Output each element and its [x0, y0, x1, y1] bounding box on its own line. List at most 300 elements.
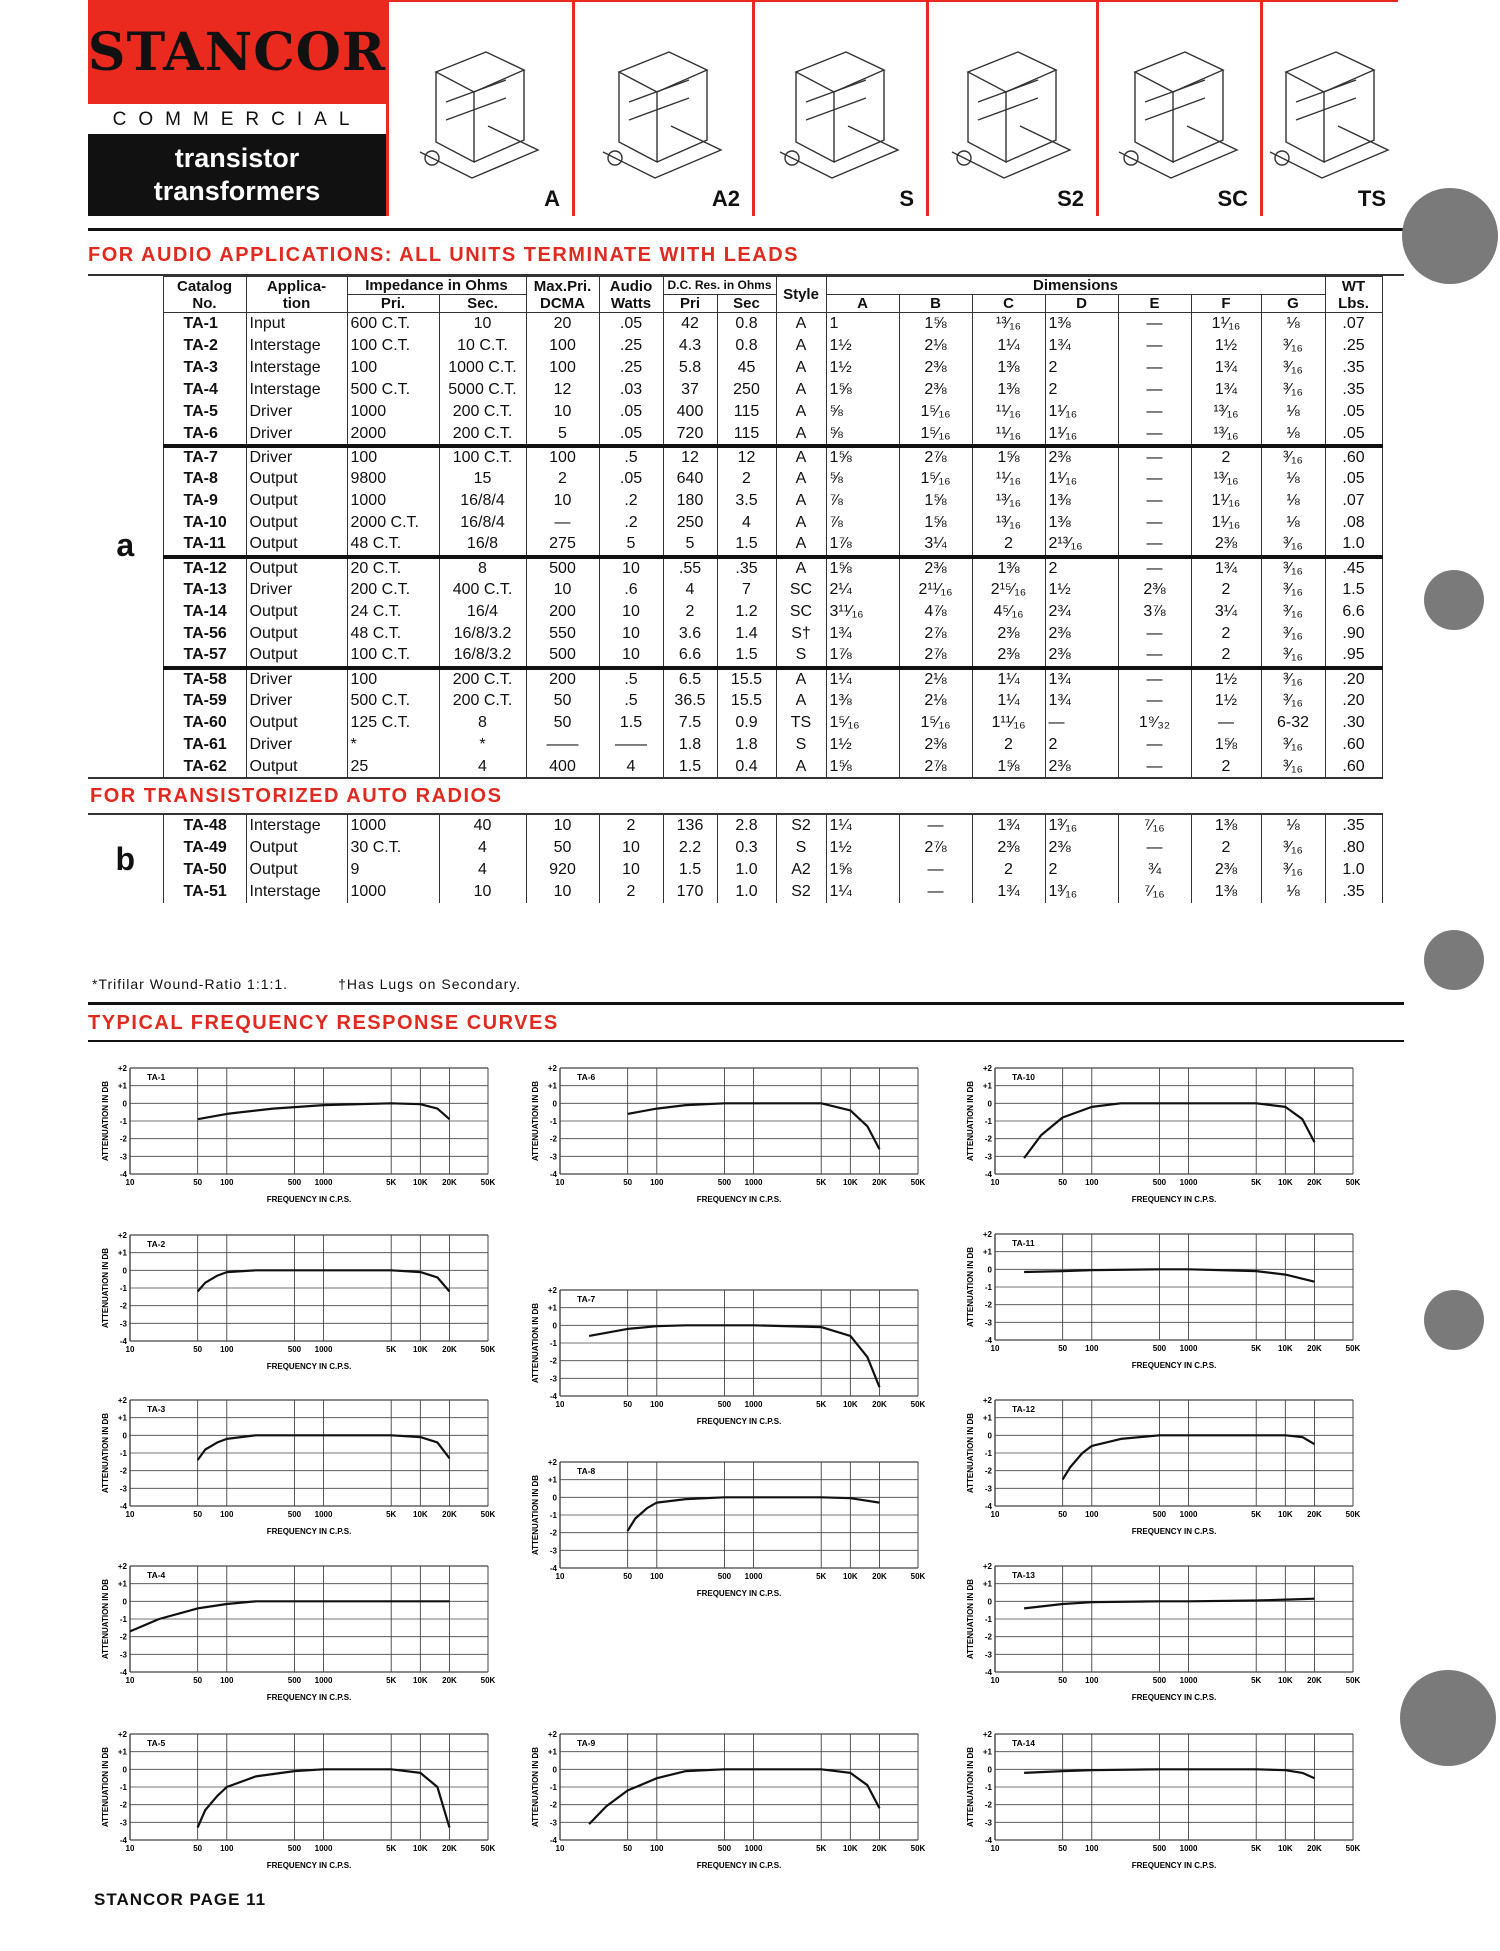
y-tick-label: +2 [547, 1286, 557, 1295]
x-tick-label: 500 [287, 1844, 302, 1853]
table-row [88, 313, 1382, 335]
y-tick-label: -3 [549, 1818, 557, 1828]
table-cell: 20 C.T. [347, 557, 439, 579]
table-cell: 1¹⁄₁₆ [1191, 313, 1261, 335]
x-tick-label: 5K [386, 1676, 397, 1685]
x-tick-label: 1000 [314, 1676, 333, 1685]
table-cell: 2⅜ [1045, 756, 1118, 778]
y-tick-label: -1 [984, 1615, 992, 1624]
mounting-style-3 [926, 2, 1096, 216]
y-tick-label: +2 [547, 1458, 557, 1467]
y-tick-label: 0 [552, 1099, 557, 1109]
x-tick-label: 5K [386, 1844, 397, 1853]
y-tick-label: -1 [119, 1615, 127, 1624]
dc-pri-header: Pri [663, 295, 717, 313]
catalog-number-cell: TA-56 [163, 623, 246, 645]
table-cell: .90 [1325, 623, 1382, 645]
table-cell: — [1118, 401, 1191, 423]
chart-title: TA-3 [147, 1403, 166, 1414]
y-tick-label: 0 [987, 1099, 992, 1109]
x-tick-label: 1000 [1179, 1344, 1198, 1353]
x-tick-label: 1000 [314, 1510, 333, 1519]
table-cell: 2⅜ [1191, 859, 1261, 881]
y-tick-label: -3 [119, 1818, 127, 1828]
table-cell: 15.5 [717, 690, 776, 712]
table-cell: SC [776, 601, 826, 623]
table-cell: — [1118, 734, 1191, 756]
x-tick-label: 1000 [1179, 1676, 1198, 1685]
style-code-label: A [544, 186, 560, 211]
catalog-number-cell: TA-2 [163, 335, 246, 357]
table-row [88, 534, 1382, 556]
y-tick-label: -4 [984, 1836, 992, 1845]
frequency-response-chart [520, 1058, 932, 1208]
table-cell: 100 C.T. [347, 335, 439, 357]
table-cell: .20 [1325, 668, 1382, 690]
x-tick-label: 100 [1085, 1510, 1099, 1519]
table-cell: 250 [717, 379, 776, 401]
table-cell: 1.0 [717, 859, 776, 881]
catalog-number-cell: TA-3 [163, 357, 246, 379]
table-cell: 16/8/3.2 [439, 623, 526, 645]
catalog-number-cell: TA-8 [163, 468, 246, 490]
x-tick-label: 1000 [314, 1178, 333, 1187]
x-tick-label: 20K [872, 1844, 887, 1853]
y-axis-label: ATTENUATION IN DB [966, 1246, 975, 1328]
y-tick-label: -1 [119, 1783, 127, 1792]
table-cell: 1.8 [663, 734, 717, 756]
response-curve [1024, 1599, 1314, 1609]
table-cell: 125 C.T. [347, 712, 439, 734]
y-tick-label: +1 [982, 1081, 992, 1091]
table-cell: 200 C.T. [439, 401, 526, 423]
y-tick-label: -4 [984, 1170, 992, 1179]
table-cell: .2 [599, 490, 663, 512]
table-cell: — [1118, 534, 1191, 556]
y-tick-label: 0 [552, 1765, 557, 1775]
chart-title: TA-5 [147, 1737, 166, 1748]
table-cell: 1⁵⁄₁₆ [899, 468, 972, 490]
x-tick-label: 10 [555, 1844, 565, 1853]
catalog-number-cell: TA-51 [163, 881, 246, 903]
table-cell: Interstage [246, 335, 347, 357]
table-cell: .25 [599, 335, 663, 357]
frequency-response-chart [90, 1390, 502, 1540]
table-cell: ⅛ [1261, 881, 1325, 903]
table-cell: .05 [1325, 401, 1382, 423]
catalog-header: Catalog No. [163, 277, 246, 313]
x-tick-label: 100 [650, 1178, 664, 1187]
table-row [88, 756, 1382, 778]
table-cell: 2⅜ [899, 379, 972, 401]
x-tick-label: 5K [1251, 1510, 1262, 1519]
x-tick-label: 50K [480, 1510, 496, 1519]
x-axis-label: FREQUENCY IN C.P.S. [696, 1195, 782, 1204]
x-tick-label: 500 [1152, 1510, 1167, 1519]
table-cell: 4.3 [663, 335, 717, 357]
x-tick-label: 1000 [1179, 1844, 1198, 1853]
mounting-style-0 [386, 2, 572, 216]
table-cell: — [1118, 468, 1191, 490]
table-cell: .35 [1325, 357, 1382, 379]
table-cell: 1½ [1191, 690, 1261, 712]
x-tick-label: 500 [1152, 1844, 1167, 1853]
x-tick-label: 20K [1307, 1676, 1322, 1685]
table-cell: 1¾ [972, 814, 1045, 836]
table-cell: 10 [439, 881, 526, 903]
y-tick-label: 0 [552, 1493, 557, 1503]
table-cell: .08 [1325, 512, 1382, 534]
table-cell: 400 [526, 756, 599, 778]
y-tick-label: -3 [984, 1318, 992, 1328]
stancor-logo [88, 0, 386, 104]
table-cell: .6 [599, 579, 663, 601]
table-cell: 1⁵⁄₁₆ [899, 401, 972, 423]
y-axis-label: ATTENUATION IN DB [966, 1746, 975, 1828]
x-tick-label: 100 [650, 1400, 664, 1409]
table-cell: 2 [663, 601, 717, 623]
table-row [88, 601, 1382, 623]
table-cell: 1½ [1045, 579, 1118, 601]
catalog-number-cell: TA-13 [163, 579, 246, 601]
table-cell: 0.8 [717, 335, 776, 357]
y-axis-label: ATTENUATION IN DB [966, 1412, 975, 1494]
table-cell: .95 [1325, 645, 1382, 667]
table-cell: 2 [972, 734, 1045, 756]
catalog-number-cell: TA-1 [163, 313, 246, 335]
y-tick-label: -1 [549, 1783, 557, 1792]
table-cell: 2⅞ [899, 623, 972, 645]
table-cell: 2⅞ [899, 837, 972, 859]
table-notes [92, 976, 521, 992]
y-axis-label: ATTENUATION IN DB [101, 1412, 110, 1494]
table-cell: Output [246, 490, 347, 512]
table-cell: Output [246, 512, 347, 534]
table-cell: Output [246, 712, 347, 734]
x-tick-label: 5K [386, 1345, 397, 1354]
table-cell: SC [776, 579, 826, 601]
table-cell: A [776, 512, 826, 534]
y-tick-label: +1 [117, 1413, 127, 1423]
table-cell: 400 C.T. [439, 579, 526, 601]
table-cell: 10 [599, 859, 663, 881]
table-cell: 6.6 [663, 645, 717, 667]
table-cell: ⅛ [1261, 490, 1325, 512]
table-cell: 1000 [347, 401, 439, 423]
table-cell: 4 [663, 579, 717, 601]
table-cell: 2 [1045, 557, 1118, 579]
specifications-table [88, 274, 1404, 903]
x-tick-label: 10 [555, 1178, 565, 1187]
x-tick-label: 50 [193, 1844, 203, 1853]
x-tick-label: 100 [650, 1572, 664, 1581]
table-cell: 5.8 [663, 357, 717, 379]
table-cell: A [776, 313, 826, 335]
x-tick-label: 10 [125, 1510, 135, 1519]
table-cell: 45 [717, 357, 776, 379]
table-cell: .05 [599, 468, 663, 490]
table-cell: 2⅜ [1191, 534, 1261, 556]
curves-section-title: TYPICAL FREQUENCY RESPONSE CURVES [88, 1012, 559, 1034]
table-cell: 40 [439, 814, 526, 836]
catalog-number-cell: TA-11 [163, 534, 246, 556]
table-cell: —— [599, 734, 663, 756]
table-cell: 2 [1191, 623, 1261, 645]
y-tick-label: +2 [117, 1562, 127, 1571]
y-tick-label: -2 [119, 1134, 127, 1144]
product-line-2: transformers [153, 176, 321, 206]
x-tick-label: 5K [386, 1510, 397, 1519]
x-tick-label: 500 [717, 1572, 732, 1581]
y-axis-label: ATTENUATION IN DB [531, 1746, 540, 1828]
table-cell: 8 [439, 557, 526, 579]
x-tick-label: 20K [872, 1572, 887, 1581]
table-cell: — [1118, 379, 1191, 401]
style-code-label: S2 [1057, 186, 1084, 211]
y-tick-label: -3 [119, 1152, 127, 1162]
curves-divider [88, 1002, 1404, 1005]
table-cell: 400 [663, 401, 717, 423]
x-tick-label: 10 [990, 1676, 1000, 1685]
chart-title: TA-2 [147, 1238, 166, 1249]
x-tick-label: 500 [287, 1345, 302, 1354]
y-tick-label: -4 [119, 1337, 127, 1346]
table-cell: — [1045, 712, 1118, 734]
table-cell: Output [246, 756, 347, 778]
table-cell: 200 [526, 668, 599, 690]
y-tick-label: -4 [984, 1336, 992, 1345]
table-cell: 1.5 [1325, 579, 1382, 601]
y-axis-label: ATTENUATION IN DB [101, 1746, 110, 1828]
table-cell: 1⅝ [899, 313, 972, 335]
table-cell: 1⅝ [826, 557, 899, 579]
table-cell: 1¹¹⁄₁₆ [972, 712, 1045, 734]
x-tick-label: 500 [1152, 1178, 1167, 1187]
y-tick-label: -4 [549, 1170, 557, 1179]
table-cell: 3.5 [717, 490, 776, 512]
brand-name: STANCOR [87, 21, 387, 83]
table-cell: ⅛ [1261, 423, 1325, 445]
table-cell: ¹¹⁄₁₆ [972, 468, 1045, 490]
table-cell: 500 C.T. [347, 379, 439, 401]
table-cell: 1⅝ [826, 446, 899, 468]
table-cell: Output [246, 557, 347, 579]
x-tick-label: 100 [1085, 1676, 1099, 1685]
x-tick-label: 500 [287, 1178, 302, 1187]
table-cell: 920 [526, 859, 599, 881]
y-tick-label: -4 [119, 1836, 127, 1845]
table-cell: 2¹⁵⁄₁₆ [972, 579, 1045, 601]
y-tick-label: -4 [549, 1392, 557, 1401]
table-cell: 36.5 [663, 690, 717, 712]
table-cell: 0.4 [717, 756, 776, 778]
y-tick-label: -2 [549, 1528, 557, 1538]
table-cell: 1.4 [717, 623, 776, 645]
y-tick-label: +2 [982, 1064, 992, 1073]
y-tick-label: -3 [549, 1546, 557, 1556]
table-cell: —— [526, 734, 599, 756]
table-cell: 1⅞ [826, 645, 899, 667]
table-cell: 10 [439, 313, 526, 335]
table-cell: ¹³⁄₁₆ [972, 313, 1045, 335]
table-cell: ¾ [1118, 859, 1191, 881]
table-cell: 1¹⁄₁₆ [1191, 490, 1261, 512]
table-cell: ¹³⁄₁₆ [972, 512, 1045, 534]
group-label: a [88, 313, 163, 779]
table-cell: .30 [1325, 712, 1382, 734]
mounting-styles-strip [386, 0, 1398, 216]
y-tick-label: +1 [117, 1579, 127, 1589]
x-tick-label: 50 [623, 1400, 633, 1409]
table-cell: 16/8/3.2 [439, 645, 526, 667]
table-cell: 2 [1191, 645, 1261, 667]
table-cell: 50 [526, 690, 599, 712]
table-cell: A [776, 490, 826, 512]
table-cell: 50 [526, 712, 599, 734]
table-cell: 2⅞ [899, 756, 972, 778]
x-tick-label: 100 [220, 1510, 234, 1519]
x-tick-label: 50 [1058, 1844, 1068, 1853]
response-curve [589, 1769, 879, 1824]
table-cell: A [776, 756, 826, 778]
table-cell: 180 [663, 490, 717, 512]
table-cell: 200 [526, 601, 599, 623]
table-cell: 10 [599, 837, 663, 859]
table-cell: 550 [526, 623, 599, 645]
table-cell: 4 [717, 512, 776, 534]
style-code-label: TS [1357, 186, 1386, 211]
y-tick-label: -2 [984, 1800, 992, 1810]
table-cell: ³⁄₁₆ [1261, 859, 1325, 881]
table-cell: A [776, 423, 826, 445]
x-tick-label: 10 [125, 1178, 135, 1187]
x-tick-label: 100 [220, 1676, 234, 1685]
x-tick-label: 500 [1152, 1344, 1167, 1353]
table-cell: 2 [1191, 756, 1261, 778]
table-cell: 12 [663, 446, 717, 468]
table-cell: 500 [526, 557, 599, 579]
x-tick-label: 50K [1345, 1676, 1361, 1685]
catalog-number-cell: TA-6 [163, 423, 246, 445]
table-cell: — [1118, 668, 1191, 690]
x-axis-label: FREQUENCY IN C.P.S. [1131, 1693, 1217, 1702]
table-cell: Output [246, 468, 347, 490]
table-cell: 3⅞ [1118, 601, 1191, 623]
table-cell: 6.5 [663, 668, 717, 690]
table-cell: 1⁹⁄₃₂ [1118, 712, 1191, 734]
table-cell: 4 [599, 756, 663, 778]
table-cell: 1000 C.T. [439, 357, 526, 379]
y-tick-label: +2 [982, 1730, 992, 1739]
y-tick-label: -1 [984, 1449, 992, 1458]
table-cell: 1.0 [1325, 534, 1382, 556]
x-tick-label: 10K [413, 1345, 428, 1354]
y-axis-label: ATTENUATION IN DB [101, 1578, 110, 1660]
table-cell: 1¾ [972, 881, 1045, 903]
table-cell: .25 [599, 357, 663, 379]
table-cell: Driver [246, 690, 347, 712]
y-tick-label: +2 [117, 1396, 127, 1405]
table-cell: — [1118, 357, 1191, 379]
table-cell: — [1118, 623, 1191, 645]
y-tick-label: -1 [119, 1284, 127, 1293]
x-tick-label: 5K [1251, 1676, 1262, 1685]
frequency-response-chart [520, 1280, 932, 1430]
table-cell: — [1118, 512, 1191, 534]
x-tick-label: 50 [193, 1178, 203, 1187]
table-cell: 200 C.T. [439, 690, 526, 712]
table-cell: 1000 [347, 490, 439, 512]
chart-title: TA-13 [1012, 1569, 1036, 1580]
table-cell: 720 [663, 423, 717, 445]
x-tick-label: 50K [480, 1345, 496, 1354]
table-cell: 1⅝ [899, 490, 972, 512]
catalog-number-cell: TA-5 [163, 401, 246, 423]
table-cell: 5 [663, 534, 717, 556]
table-cell: 15.5 [717, 668, 776, 690]
table-cell: Driver [246, 734, 347, 756]
x-tick-label: 10 [555, 1400, 565, 1409]
y-axis-label: ATTENUATION IN DB [531, 1080, 540, 1162]
x-tick-label: 10K [1278, 1676, 1293, 1685]
x-tick-label: 10K [413, 1510, 428, 1519]
frequency-response-charts [0, 1040, 1500, 1890]
table-cell: 10 [599, 645, 663, 667]
table-cell: ⅛ [1261, 468, 1325, 490]
binder-hole [1402, 188, 1498, 284]
catalog-number-cell: TA-48 [163, 814, 246, 836]
table-cell: 1¾ [1191, 557, 1261, 579]
table-cell: ⅝ [826, 401, 899, 423]
table-cell: ³⁄₁₆ [1261, 446, 1325, 468]
x-tick-label: 1000 [314, 1844, 333, 1853]
table-cell: .60 [1325, 734, 1382, 756]
table-cell: Interstage [246, 814, 347, 836]
table-cell: A [776, 534, 826, 556]
table-cell: 1.2 [717, 601, 776, 623]
x-tick-label: 1000 [744, 1400, 763, 1409]
catalog-number-cell: TA-7 [163, 446, 246, 468]
table-cell: 2 [1191, 446, 1261, 468]
table-cell: 100 C.T. [439, 446, 526, 468]
table-row [88, 690, 1382, 712]
table-cell: 5000 C.T. [439, 379, 526, 401]
table-cell: .5 [599, 446, 663, 468]
catalog-number-cell: TA-14 [163, 601, 246, 623]
table-cell: ³⁄₁₆ [1261, 645, 1325, 667]
table-cell: 1¾ [1045, 668, 1118, 690]
y-tick-label: -1 [119, 1117, 127, 1126]
table-row [88, 490, 1382, 512]
table-cell: 4 [439, 837, 526, 859]
table-row [88, 814, 1382, 836]
table-cell: 9800 [347, 468, 439, 490]
transformer-outline-drawing [1099, 2, 1263, 216]
chart-title: TA-1 [147, 1071, 166, 1082]
table-cell: 15 [439, 468, 526, 490]
table-cell: 4 [439, 756, 526, 778]
table-cell: .07 [1325, 313, 1382, 335]
table-cell: 2⅛ [899, 335, 972, 357]
table-cell: .20 [1325, 690, 1382, 712]
dim-a-header: A [826, 295, 899, 313]
dim-d-header: D [1045, 295, 1118, 313]
binder-hole [1400, 1670, 1496, 1766]
table-cell: 2.8 [717, 814, 776, 836]
table-cell: 2⅜ [899, 734, 972, 756]
x-tick-label: 100 [1085, 1178, 1099, 1187]
table-cell: 1½ [826, 837, 899, 859]
